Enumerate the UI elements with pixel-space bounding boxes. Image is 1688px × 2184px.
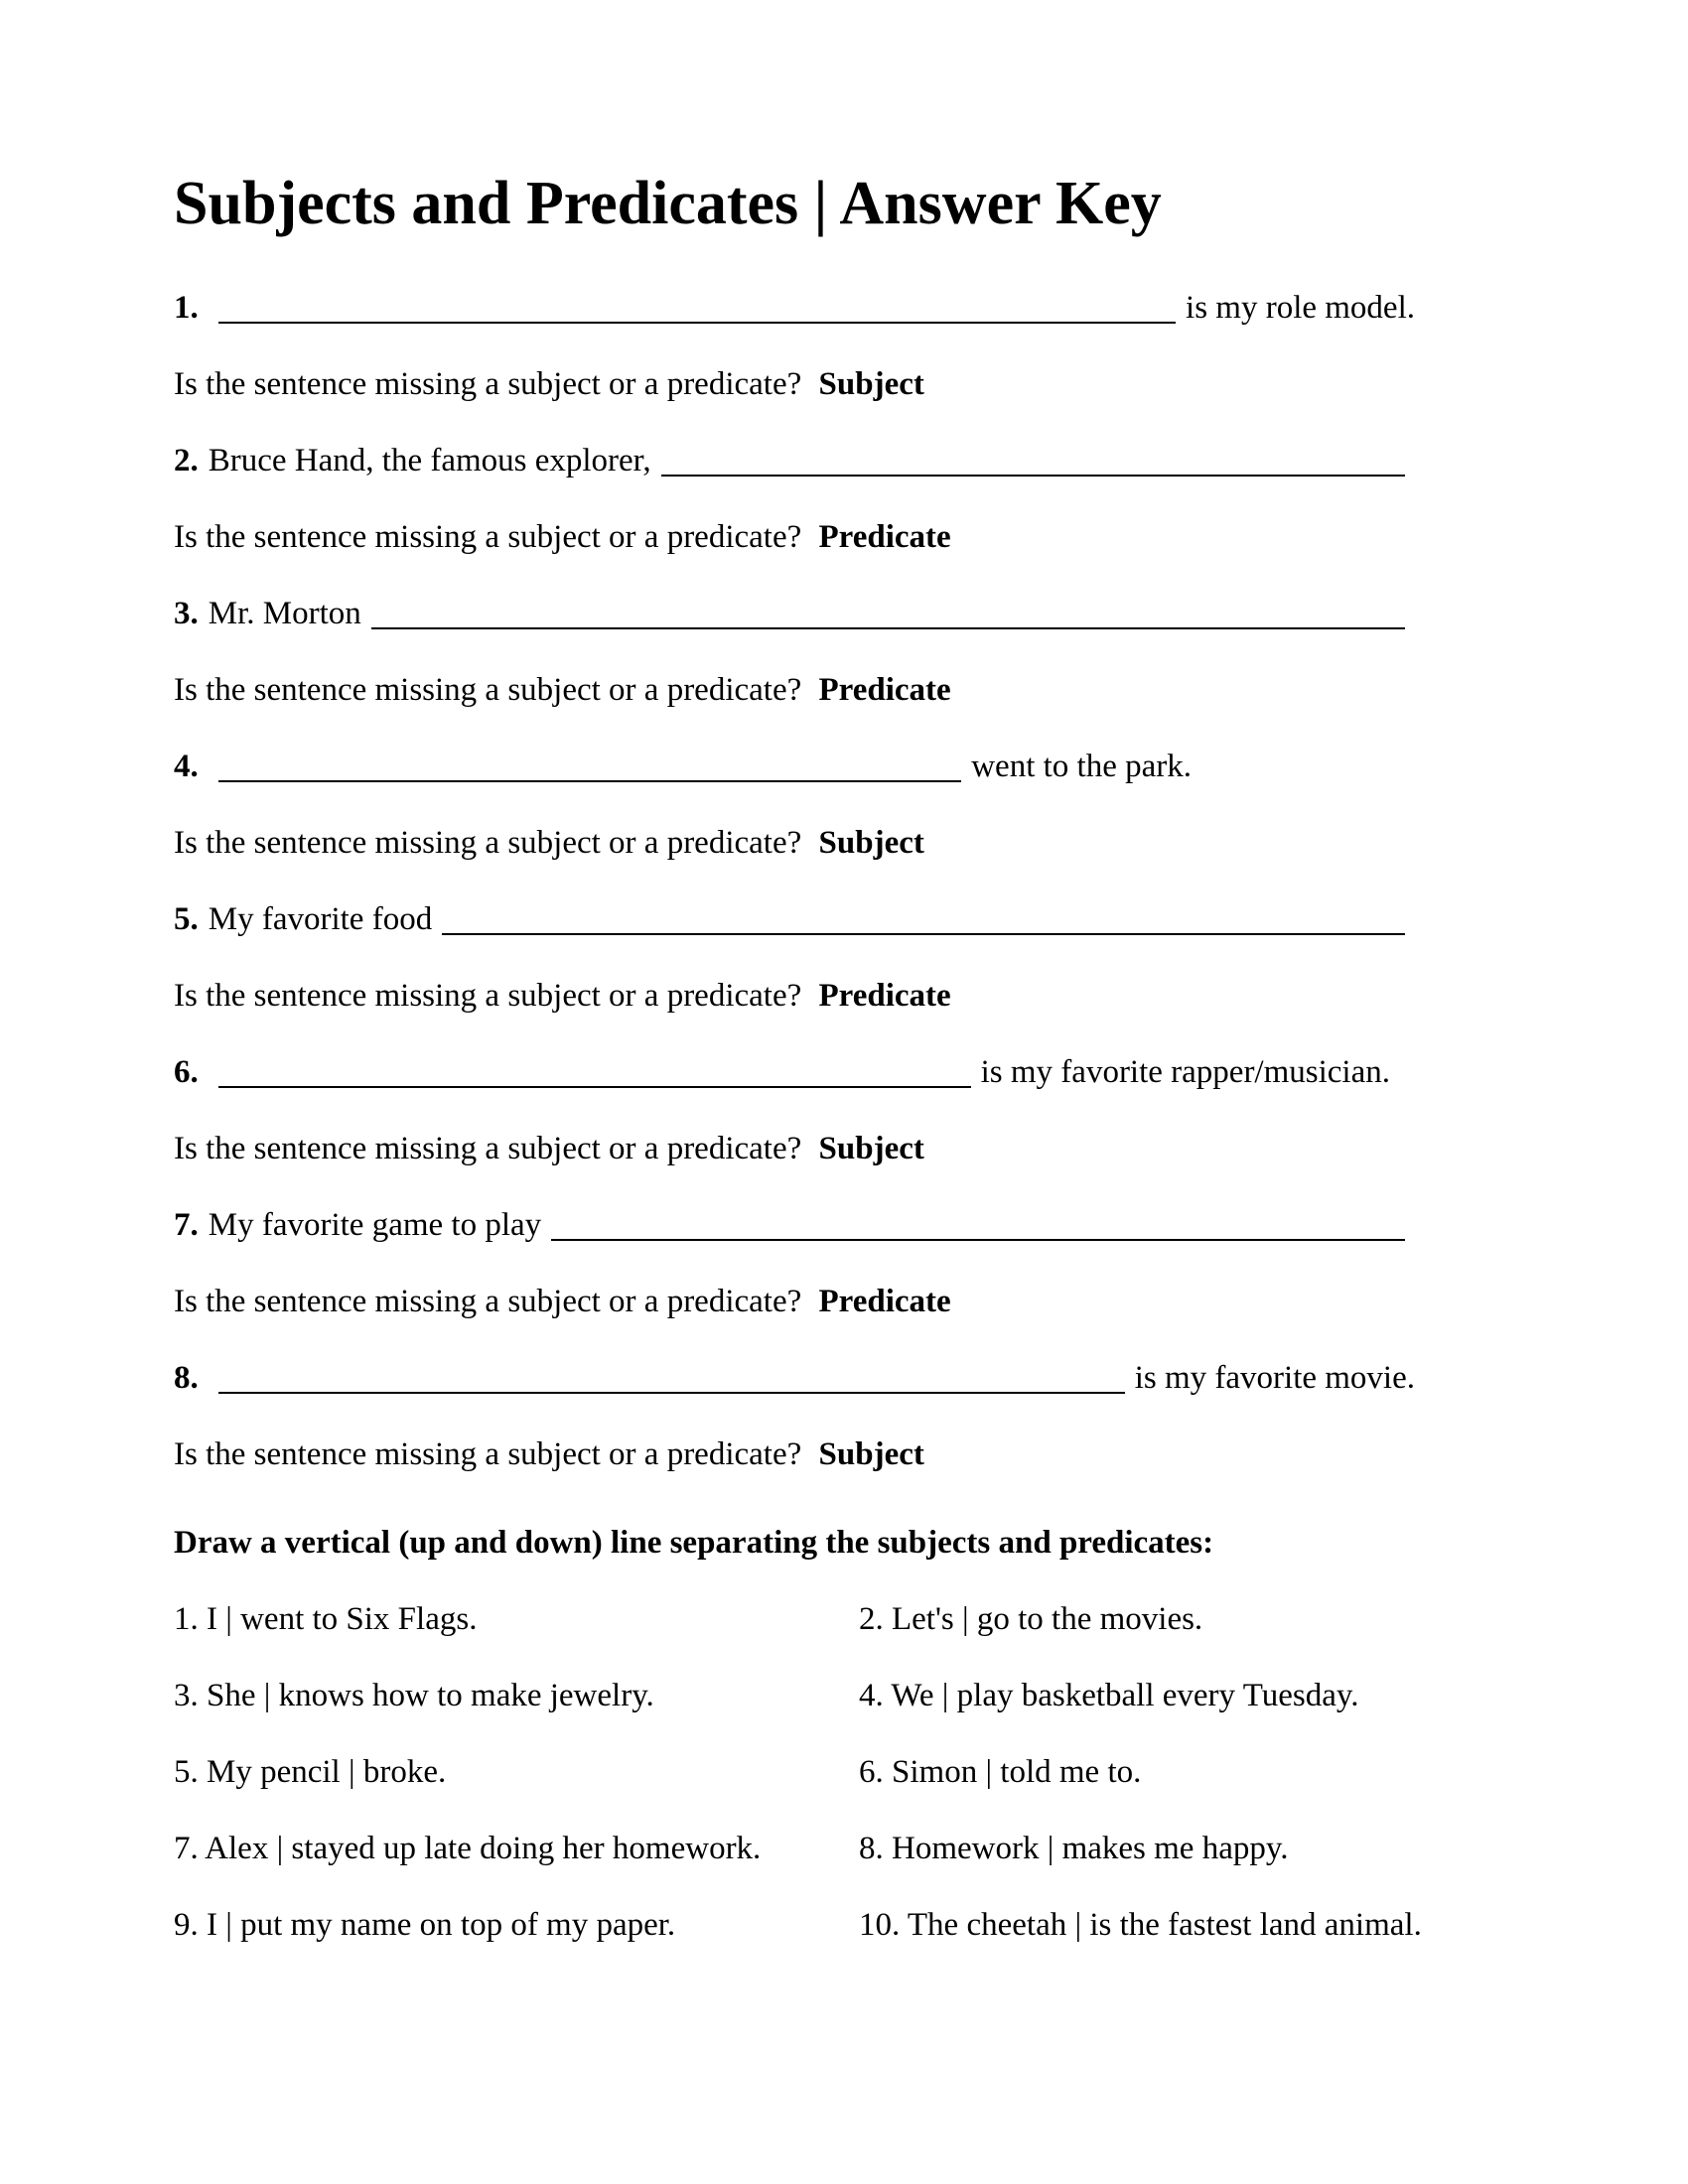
item-text-before-blank: My favorite game to play (208, 1207, 542, 1243)
item-number: 1. (174, 290, 199, 326)
item-text-before-blank: My favorite food (208, 901, 433, 937)
question-label: Is the sentence missing a subject or a predicate? (174, 825, 802, 861)
answer-blank (371, 592, 1405, 629)
fill-item-4 (174, 745, 1192, 788)
split-sentence-8: 8. Homework | makes me happy. (859, 1831, 1289, 1866)
page-title: Subjects and Predicates | Answer Key (174, 170, 1162, 237)
split-section-heading: Draw a vertical (up and down) line separating the subjects and predicates: (174, 1525, 1214, 1561)
answer-blank (551, 1203, 1405, 1241)
fill-item-8 (174, 1356, 1415, 1400)
question-label: Is the sentence missing a subject or a predicate? (174, 1284, 802, 1319)
answer-text: Subject (818, 1131, 924, 1166)
question-line-8 (174, 1433, 1415, 1476)
item-number: 4. (174, 749, 199, 784)
item-text-before-blank: Bruce Hand, the famous explorer, (208, 443, 651, 478)
item-number: 3. (174, 596, 199, 631)
fill-item-2 (174, 439, 1415, 482)
answer-text: Predicate (818, 519, 951, 555)
question-label: Is the sentence missing a subject or a predicate? (174, 519, 802, 555)
item-text-after-blank: is my favorite movie. (1134, 1360, 1415, 1396)
answer-blank (442, 897, 1405, 935)
split-sentence-2: 2. Let's | go to the movies. (859, 1601, 1203, 1637)
item-text-before-blank: Mr. Morton (208, 596, 361, 631)
answer-text: Predicate (818, 978, 951, 1014)
question-label: Is the sentence missing a subject or a predicate? (174, 672, 802, 708)
question-line-1 (174, 362, 1415, 406)
answer-text: Predicate (818, 1284, 951, 1319)
answer-text: Subject (818, 825, 924, 861)
question-label: Is the sentence missing a subject or a predicate? (174, 1436, 802, 1472)
fill-item-6 (174, 1050, 1390, 1094)
split-sentence-1: 1. I | went to Six Flags. (174, 1601, 478, 1637)
answer-text: Subject (818, 366, 924, 402)
answer-blank (218, 286, 1176, 324)
item-number: 7. (174, 1207, 199, 1243)
question-line-6 (174, 1127, 1415, 1170)
item-number: 8. (174, 1360, 199, 1396)
fill-item-3 (174, 592, 1415, 635)
answer-blank (218, 1050, 971, 1088)
question-label: Is the sentence missing a subject or a predicate? (174, 978, 802, 1014)
answer-text: Predicate (818, 672, 951, 708)
split-sentence-6: 6. Simon | told me to. (859, 1754, 1142, 1790)
question-label: Is the sentence missing a subject or a predicate? (174, 1131, 802, 1166)
fill-item-5 (174, 897, 1415, 941)
split-sentence-5: 5. My pencil | broke. (174, 1754, 447, 1790)
answer-blank (661, 439, 1405, 477)
item-text-after-blank: went to the park. (971, 749, 1192, 784)
fill-item-7 (174, 1203, 1415, 1247)
question-line-2 (174, 515, 1415, 559)
split-sentence-9: 9. I | put my name on top of my paper. (174, 1907, 676, 1943)
split-sentence-3: 3. She | knows how to make jewelry. (174, 1678, 654, 1713)
question-line-4 (174, 821, 1415, 865)
split-sentence-4: 4. We | play basketball every Tuesday. (859, 1678, 1359, 1713)
item-number: 2. (174, 443, 199, 478)
fill-item-1 (174, 286, 1415, 330)
item-text-after-blank: is my favorite rapper/musician. (980, 1054, 1390, 1090)
item-number: 6. (174, 1054, 199, 1090)
answer-blank (218, 745, 961, 782)
question-line-7 (174, 1280, 1415, 1323)
item-text-after-blank: is my role model. (1186, 290, 1415, 326)
answer-text: Subject (818, 1436, 924, 1472)
item-number: 5. (174, 901, 199, 937)
answer-blank (218, 1356, 1125, 1394)
split-sentence-7: 7. Alex | stayed up late doing her homework. (174, 1831, 762, 1866)
question-line-5 (174, 974, 1415, 1018)
question-line-3 (174, 668, 1415, 712)
split-sentences-list (174, 1597, 1422, 1947)
question-label: Is the sentence missing a subject or a predicate? (174, 366, 802, 402)
split-sentence-10: 10. The cheetah | is the fastest land animal. (859, 1907, 1422, 1943)
